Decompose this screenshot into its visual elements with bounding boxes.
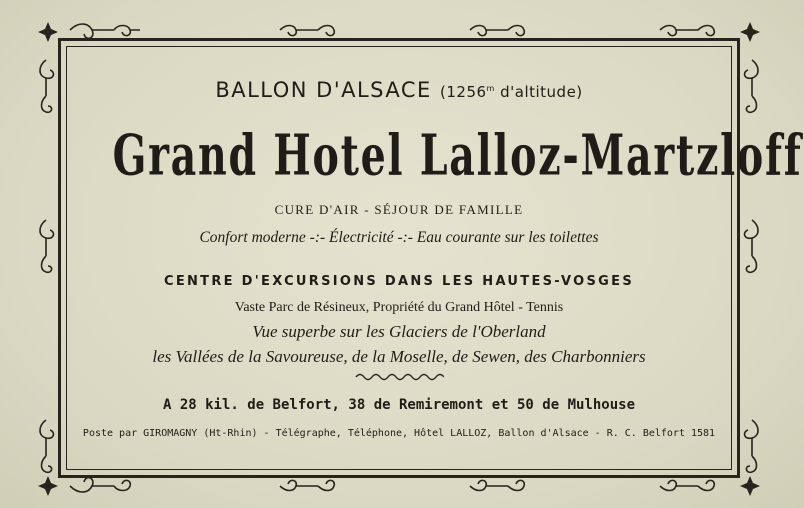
hotel-title: Grand Hotel Lalloz-Martzloff <box>112 122 803 188</box>
excursion-centre-heading: CENTRE D'EXCURSIONS DANS LES HAUTES-VOSGES <box>163 274 634 289</box>
amenities-line: Confort moderne -:- Électricité -:- Eau courante sur les toilettes <box>199 229 599 246</box>
park-line: Vaste Parc de Résineux, Propriété du Grand Hôtel - Tennis <box>234 300 564 315</box>
subtitle: CURE D'AIR - SÉJOUR DE FAMILLE <box>274 202 524 217</box>
contact-line: Poste par GIROMAGNY (Ht-Rhin) - Télégraphe, Téléphone, Hôtel LALLOZ, Ballon d'Alsace - R. C. Belfort 1581 <box>82 428 716 439</box>
location-name: BALLON D'ALSACE <box>215 78 432 102</box>
view-line: Vue superbe sur les Glaciers de l'Oberland <box>252 322 546 341</box>
valleys-line: les Vallées de la Savoureuse, de la Moselle, de Sewen, des Charbonniers <box>152 347 646 366</box>
top-scroll-left <box>70 24 140 38</box>
altitude: (1256$^m$ d'altitude) <box>440 83 583 101</box>
distances-line: A 28 kil. de Belfort, 38 de Remiremont et 50 de Mulhouse <box>162 397 635 413</box>
wave-divider-icon <box>354 372 444 382</box>
location-line <box>66 78 732 102</box>
